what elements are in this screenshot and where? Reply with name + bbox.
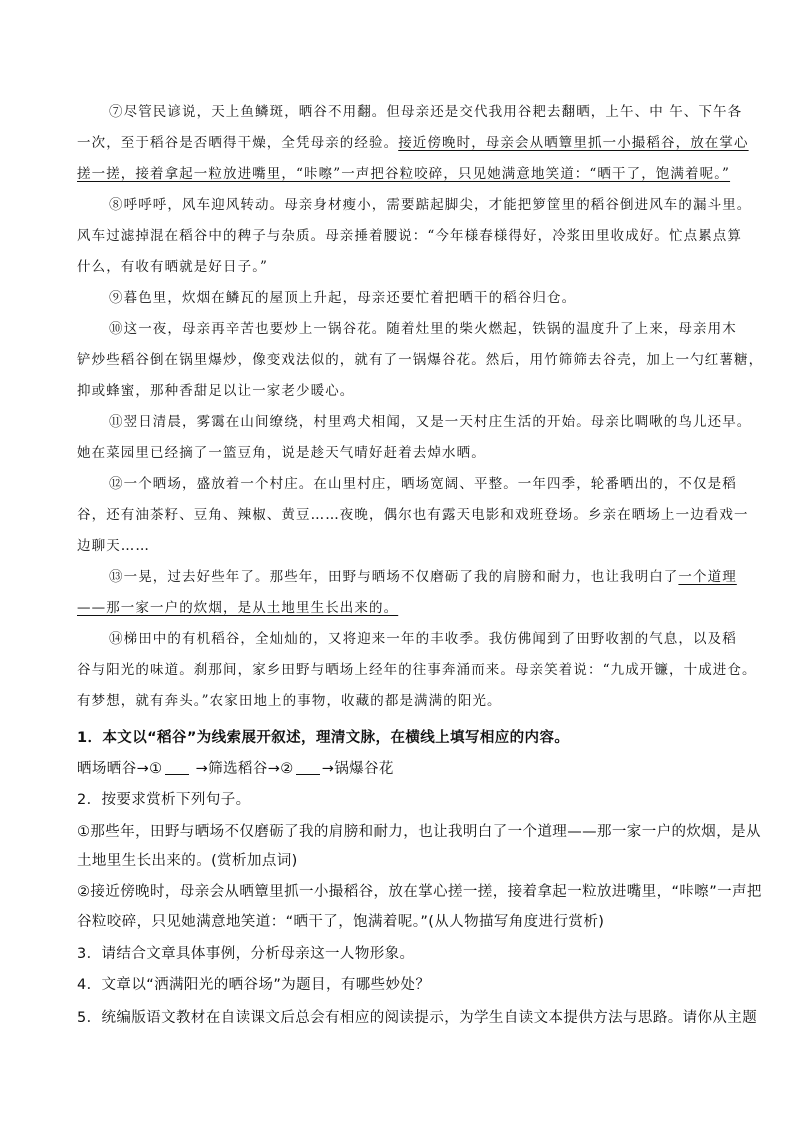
passage-line: ⑧呼呼呼，风车迎风转动。母亲身材瘦小，需要踮起脚尖，才能把箩筐里的稻谷倒进风车的漏斗里。 — [109, 197, 752, 213]
passage-line: 有梦想，就有奔头。”农家田地上的事物，收藏的都是满满的阳光。 — [77, 693, 502, 709]
question-1: 1．本文以“稻谷”为线索展开叙述，理清文脉，在横线上填写相应的内容。 — [77, 730, 570, 746]
passage-line — [0, 597, 794, 619]
passage-line: 谷与阳光的味道。刹那间，家乡田野与晒场上经年的往事奔涌而来。母亲笑着说：“九成开镰，十成进仓。 — [77, 662, 757, 678]
answer-blank-2[interactable] — [296, 760, 320, 775]
question-2-item-1: ①那些年，田野与晒场不仅磨砺了我的肩膀和耐力，也让我明白了一个道理——那一家一户的炊烟，是从 — [77, 824, 761, 840]
question-2-item-2-cont: 谷粒咬碎，只见她满意地笑道：“晒干了，饱满着呢。”(从人物描写角度进行赏析) — [77, 914, 605, 930]
question-2: 2．按要求赏析下列句子。 — [77, 792, 251, 808]
passage-line: 铲炒些稻谷倒在锅里爆炒，像变戏法似的，就有了一锅爆谷花。然后，用竹筛筛去谷壳，加上一勺红薯糖， — [77, 352, 764, 368]
passage-line: ⑭梯田中的有机稻谷，全灿灿的，又将迎来一年的丰收季。我仿佛闻到了田野收割的气息，以及稻 — [109, 631, 737, 647]
passage-line: ⑨暮色里，炊烟在鳞瓦的屋顶上升起，母亲还要忙着把晒干的稻谷归仓。 — [109, 290, 577, 306]
passage-line: 一次，至于稻谷是否晒得干燥，全凭母亲的经验。接近傍晚时，母亲会从晒簟里抓一小撮稻谷，放在掌心 — [0, 132, 794, 154]
underlined-sentence: 搓一搓，接着拿起一粒放进嘴里，“咔嚓”一声把谷粒咬碎，只见她满意地笑道：“晒干了，饱满着呢。” — [77, 166, 731, 182]
passage-line: ⑫一个晒场，盛放着一个村庄。在山里村庄，晒场宽阔、平整。一年四季，轮番晒出的，不仅是稻 — [109, 476, 737, 492]
question-2-item-1-cont: 土地里生长出来的。(赏析加点词) — [77, 853, 298, 869]
question-3: 3．请结合文章具体事例，分析母亲这一人物形象。 — [77, 946, 415, 962]
passage-line: 风车过滤掉混在稻谷中的稗子与杂质。母亲捶着腰说：“今年様春様得好，冷浆田里收成好。忙点累点算 — [77, 228, 742, 244]
passage-line: 边聊天…… — [77, 538, 150, 554]
underlined-sentence: 一个道理 — [678, 569, 737, 585]
question-2-item-2: ②接近傍晚时，母亲会从晒簟里抓一小撮稻谷，放在掌心搓一搓，接着拿起一粒放进嘴里，“咔嚓”一声把 — [77, 884, 762, 900]
question-1-flow: 晒场晒谷→① →筛选稻谷→② →锅爆谷花 — [77, 761, 394, 777]
passage-line: 抑或蜂蜜，那种香甜足以让一家老少暖心。 — [77, 383, 355, 399]
passage-line: 谷，还有油茶籽、豆角、辣椒、黄豆……夜晚，偶尔也有露天电影和戏班登场。乡亲在晒场上一边看戏一 — [77, 507, 749, 523]
underlined-sentence: 接近傍晚时，母亲会从晒簟里抓一小撮稻谷，放在掌心 — [398, 135, 749, 151]
passage-line: ⑪翌日清晨，雾霭在山间缭绕，村里鸡犬相闻，又是一天村庄生活的开始。母亲比啁啾的鸟儿还早。 — [109, 414, 752, 430]
question-4: 4．文章以“洒满阳光的晒谷场”为题目，有哪些妙处？ — [77, 977, 431, 993]
passage-line — [0, 163, 794, 185]
answer-blank-1[interactable] — [165, 760, 189, 775]
question-5: 5．统编版语文教材在自读课文后总会有相应的阅读提示，为学生自读文本提供方法与思路。请你从主题 — [77, 1010, 758, 1026]
passage-line: 她在菜园里已经摘了一篮豆角，说是趁天气晴好赶着去焯水晒。 — [77, 445, 486, 461]
passage-line: ⑬一晃，过去好些年了。那些年，田野与晒场不仅磨砺了我的肩膀和耐力，也让我明白了一个道理 — [0, 566, 794, 588]
passage-line: ⑦尽管民谚说，天上鱼鳞斑，晒谷不用翻。但母亲还是交代我用谷耙去翻晒，上午、中 午、下午各 — [109, 104, 743, 120]
underlined-sentence: ——那一家一户的炊烟，是从土地里生长出来的。 — [77, 600, 399, 616]
passage-line: ⑩这一夜，母亲再辛苦也要炒上一锅谷花。随着灶里的柴火燃起，铁锅的温度升了上来，母亲用木 — [109, 321, 737, 337]
passage-line: 什么，有收有晒就是好日子。” — [77, 259, 269, 275]
